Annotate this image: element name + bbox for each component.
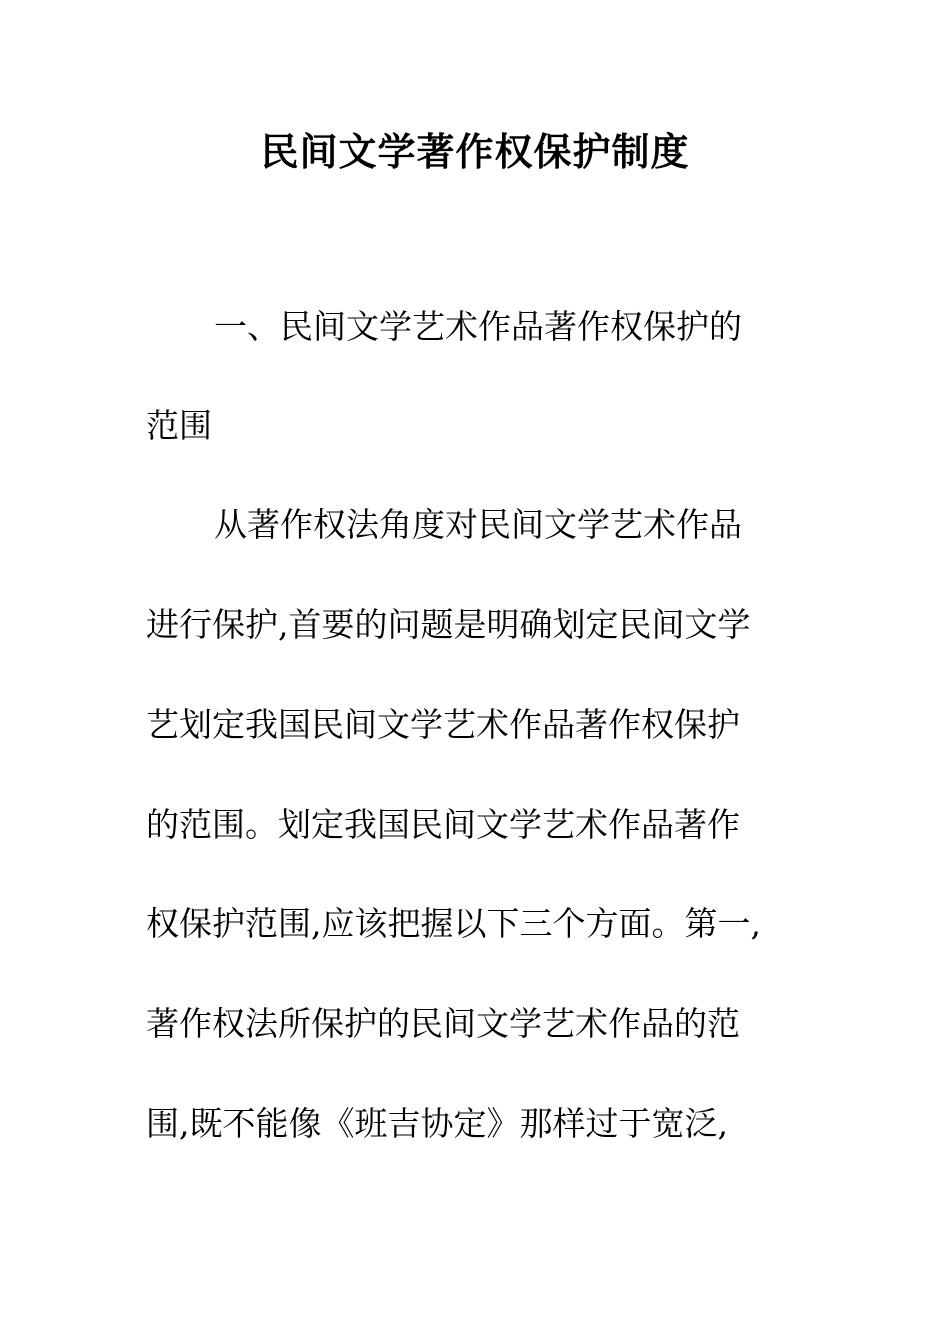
- body-line-5: 权保护范围,应该把握以下三个方面。第一,: [146, 904, 761, 943]
- document-title: 民间文学著作权保护制度: [260, 130, 690, 174]
- body-line-6: 著作权法所保护的民间文学艺术作品的范: [146, 1004, 740, 1043]
- body-line-3: 艺划定我国民间文学艺术作品著作权保护: [146, 705, 740, 744]
- body-line-1: 从著作权法角度对民间文学艺术作品: [214, 505, 742, 544]
- body-line-2: 进行保护,首要的问题是明确划定民间文学: [146, 605, 751, 644]
- section-heading-line-1: 一、民间文学艺术作品著作权保护的: [214, 307, 742, 346]
- body-line-7: 围,既不能像《班吉协定》那样过于宽泛,: [146, 1104, 728, 1143]
- section-heading-line-2: 范围: [146, 406, 212, 445]
- body-line-4: 的范围。划定我国民间文学艺术作品著作: [146, 805, 740, 844]
